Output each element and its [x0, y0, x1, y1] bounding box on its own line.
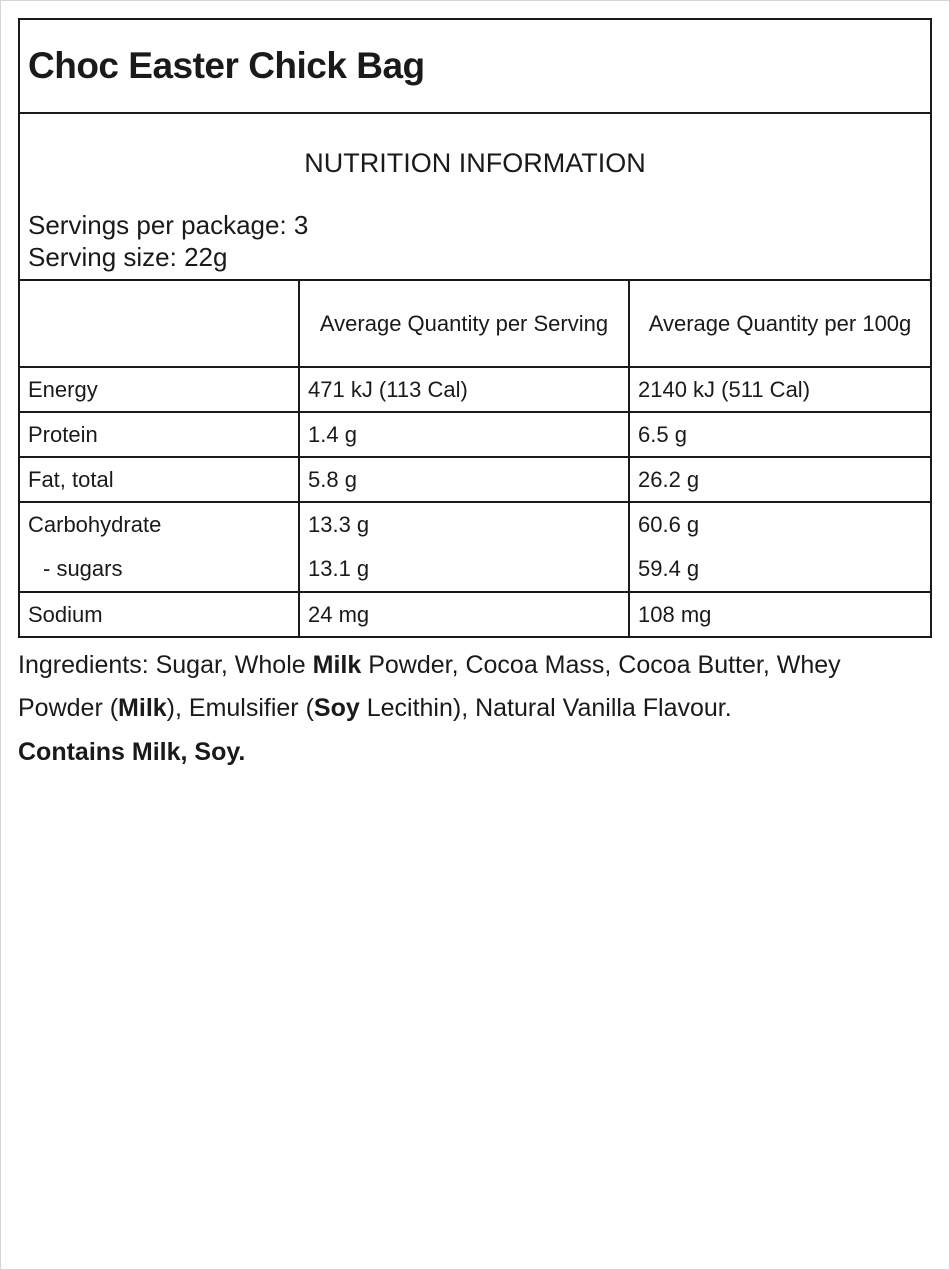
per-100g-value: 108 mg — [629, 592, 930, 636]
nutrition-heading: NUTRITION INFORMATION — [304, 148, 646, 178]
sub-per-serving-value: 13.1 g — [308, 556, 370, 581]
per-serving-value: 471 kJ (113 Cal) — [299, 367, 629, 412]
allergen-soy: Soy — [313, 694, 360, 722]
allergen-milk: Milk — [312, 651, 362, 679]
table-row-energy — [20, 367, 930, 412]
ingredient-text-segment: Ingredients: Sugar, Whole — [18, 651, 313, 679]
per-100g-value: 26.2 g — [629, 457, 930, 502]
per-serving-value: 5.8 g — [299, 457, 629, 502]
per-100g-value: 2140 kJ (511 Cal) — [629, 367, 930, 412]
nutrition-header — [20, 114, 930, 279]
column-header-nutrient — [20, 280, 299, 367]
serving-size: Serving size: 22g — [28, 242, 228, 272]
servings-per-package: Servings per package: 3 — [28, 210, 309, 240]
per-serving-cell — [299, 502, 629, 592]
product-title: Choc Easter Chick Bag — [28, 45, 425, 86]
nutrient-name: Fat, total — [20, 457, 299, 502]
ingredients-section — [18, 644, 932, 774]
table-header-row — [20, 280, 930, 367]
nutrient-name: Energy — [20, 367, 299, 412]
nutrient-name-cell — [20, 502, 299, 592]
title-box — [20, 20, 930, 114]
nutrient-name: Sodium — [20, 592, 299, 636]
table-row-sodium — [20, 592, 930, 636]
allergen-milk: Milk — [118, 694, 167, 722]
ingredient-text-segment: Powder, Cocoa Mass, Cocoa Butter, Whey Powder ( — [18, 651, 841, 722]
servings-info — [28, 209, 308, 273]
nutrient-name: Protein — [20, 412, 299, 457]
column-header-per-serving: Average Quantity per Serving — [299, 280, 629, 367]
table-row-carbohydrate — [20, 502, 930, 592]
per-serving-value: 13.3 g — [308, 512, 370, 537]
nutrient-name: Carbohydrate — [28, 512, 162, 537]
per-serving-value: 24 mg — [299, 592, 629, 636]
table-row-fat — [20, 457, 930, 502]
sub-per-100g-value: 59.4 g — [638, 556, 700, 581]
per-100g-cell — [629, 502, 930, 592]
per-100g-value: 60.6 g — [638, 512, 700, 537]
allergen-statement: Contains Milk, Soy. — [18, 738, 246, 766]
nutrition-label — [18, 18, 932, 638]
ingredients-text — [18, 651, 841, 722]
ingredient-text-segment: Lecithin), Natural Vanilla Flavour. — [359, 694, 732, 722]
nutrition-table — [20, 279, 930, 636]
per-100g-value: 6.5 g — [629, 412, 930, 457]
column-header-per-100g: Average Quantity per 100g — [629, 280, 930, 367]
ingredient-text-segment: ), Emulsifier ( — [166, 694, 314, 722]
table-row-protein — [20, 412, 930, 457]
per-serving-value: 1.4 g — [299, 412, 629, 457]
sub-nutrient-name: - sugars — [43, 556, 123, 581]
